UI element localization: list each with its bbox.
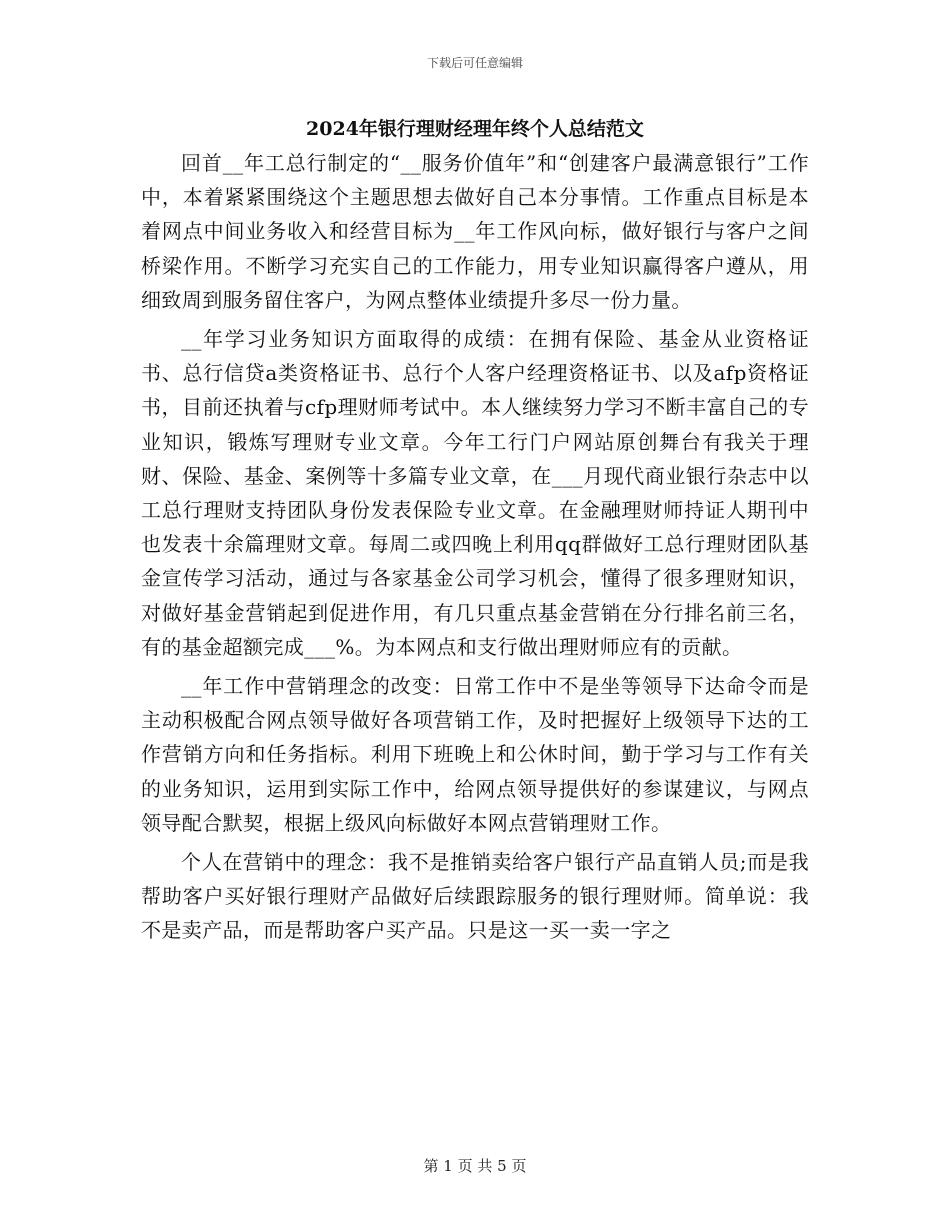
paragraph-marketing-concept-change: __年工作中营销理念的改变：日常工作中不是坐等领导下达命令而是主动积极配合网点领导做好各项营销工作，及时把握好上级领导下达的工作营销方向和任务指标。利用下班晚上和公休时间，勤于学习与工作有关的业务知识，运用到实际工作中，给网点领导提供好的参谋建议，与网点领导配合默契，根据上级风向标做好本网点营销理财工作。	[141, 674, 809, 835]
paragraph-personal-philosophy: 个人在营销中的理念：我不是推销卖给客户银行产品直销人员;而是我帮助客户买好银行理财产品做好后续跟踪服务的银行理财师。简单说：我不是卖产品，而是帮助客户买产品。只是这一买一卖一字之	[141, 850, 809, 943]
header-note: 下载后可任意编辑	[426, 56, 523, 70]
paragraph-intro: 回首__年工总行制定的“__服务价值年”和“创建客户最满意银行”工作中，本着紧紧围绕这个主题思想去做好自己本分事情。工作重点目标是本着网点中间业务收入和经营目标为__年工作风向标，做好银行与客户之间桥梁作用。不断学习充实自己的工作能力，用专业知识赢得客户遵从，用细致周到服务留住客户，为网点整体业绩提升多尽一份力量。	[141, 151, 809, 312]
page-number: 第 1 页 共 5 页	[423, 1157, 527, 1175]
document-title: 2024年银行理财经理年终个人总结范文	[306, 118, 644, 140]
document-body	[141, 146, 809, 948]
paragraph-learning-achievements: __年学习业务知识方面取得的成绩：在拥有保险、基金从业资格证书、总行信贷a类资格证书、总行个人客户经理资格证书、以及afp资格证书，目前还执着与cfp理财师考试中。本人继续努力学习不断丰富自己的专业知识，锻炼写理财专业文章。今年工行门户网站原创舞台有我关于理财、保险、基金、案例等十多篇专业文章，在___月现代商业银行杂志中以工总行理财支持团队身份发表保险专业文章。在金融理财师持证人期刊中也发表十余篇理财文章。每周二或四晚上利用qq群做好工总行理财团队基金宣传学习活动，通过与各家基金公司学习机会，懂得了很多理财知识，对做好基金营销起到促进作用，有几只重点基金营销在分行排名前三名，有的基金超额完成___%。为本网点和支行做出理财师应有的贡献。	[141, 327, 809, 659]
